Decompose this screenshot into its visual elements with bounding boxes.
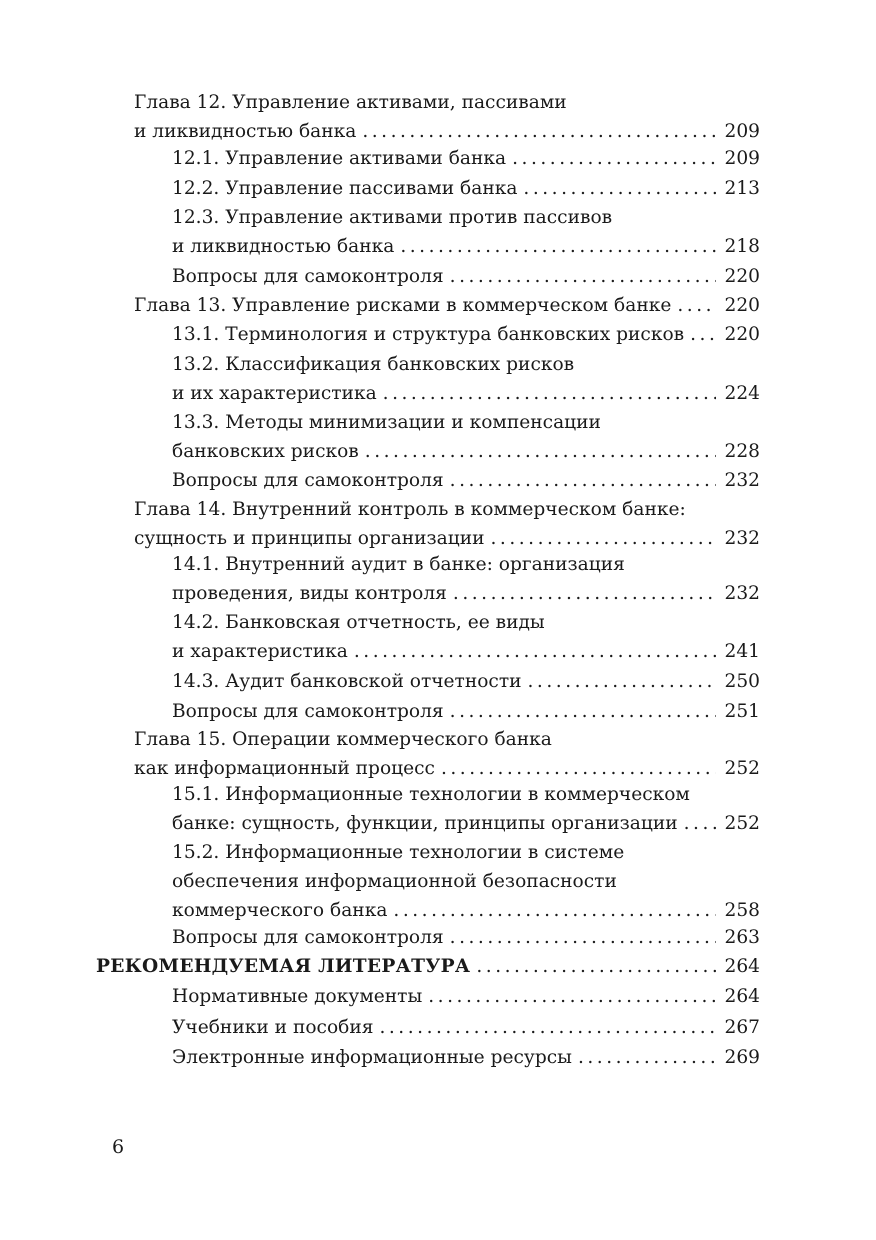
dot-leader	[690, 320, 716, 349]
toc-entry-text: 12.2. Управление пассивами банка	[172, 178, 518, 199]
toc-entry-text: проведения, виды контроля	[172, 583, 447, 604]
toc-entry-text: Вопросы для самоконтроля	[172, 266, 444, 287]
toc-page-number: 228	[724, 441, 760, 462]
dot-leader	[379, 1013, 716, 1042]
toc-page-number: 269	[724, 1047, 760, 1068]
toc-entry-section-14-3[interactable]	[172, 667, 760, 696]
toc-entry-text: сущность и принципы организации	[134, 528, 485, 549]
toc-entry-text: Глава 13. Управление рисками в коммерческом банке	[134, 295, 672, 316]
toc-entry-chapter-15[interactable]	[134, 725, 760, 783]
toc-page-number: 218	[724, 236, 760, 257]
toc-entry-text: и характеристика	[172, 641, 348, 662]
dot-leader	[476, 952, 716, 981]
toc-page-number: 213	[724, 178, 760, 199]
dot-leader	[400, 232, 716, 261]
toc-page-number: 209	[724, 121, 760, 142]
toc-entry-text: коммерческого банка	[172, 900, 388, 921]
dot-leader	[490, 524, 716, 553]
toc-entry-section-15-2[interactable]	[172, 838, 760, 925]
dot-leader	[528, 667, 716, 696]
dot-leader	[441, 754, 716, 783]
toc-entry-bibliography[interactable]	[96, 952, 760, 981]
toc-entry-text: как информационный процесс	[134, 758, 435, 779]
dot-leader	[677, 291, 716, 320]
toc-entry-text: 15.1. Информационные технологии в коммерческом	[172, 784, 690, 805]
toc-entry-text: 14.2. Банковская отчетность, ее виды	[172, 612, 545, 633]
toc-entry-section-14-2[interactable]	[172, 608, 760, 666]
toc-entry-text: 15.2. Информационные технологии в системе	[172, 842, 625, 863]
toc-entry-text: 13.3. Методы минимизации и компенсации	[172, 412, 601, 433]
toc-entry-text: и ликвидностью банка	[134, 121, 357, 142]
toc-page-number: 263	[724, 927, 760, 948]
toc-page-number: 220	[724, 266, 760, 287]
toc-entry-chapter-12[interactable]	[134, 88, 760, 146]
toc-entry-questions-15[interactable]	[172, 923, 760, 952]
toc-entry-text: 13.2. Классификация банковских рисков	[172, 354, 575, 375]
toc-entry-section-12-2[interactable]	[172, 174, 760, 203]
toc-page-number: 232	[724, 470, 760, 491]
dot-leader	[523, 174, 716, 203]
toc-page-number: 258	[724, 900, 760, 921]
page-number: 6	[112, 1136, 125, 1158]
toc-entry-section-13-3[interactable]	[172, 408, 760, 466]
dot-leader	[450, 466, 716, 495]
toc-page-number: 224	[724, 383, 760, 404]
toc-page-number: 232	[724, 528, 760, 549]
toc-entry-text: Глава 14. Внутренний контроль в коммерческом банке:	[134, 499, 686, 520]
toc-entry-chapter-13[interactable]	[134, 291, 760, 320]
dot-leader	[578, 1043, 716, 1072]
toc-entry-text: обеспечения информационной безопасности	[172, 871, 617, 892]
toc-entry-text: и их характеристика	[172, 383, 377, 404]
toc-entry-section-14-1[interactable]	[172, 550, 760, 608]
toc-page-number: 209	[724, 148, 760, 169]
dot-leader	[453, 579, 716, 608]
toc-page-number: 220	[724, 324, 760, 345]
toc-entry-text: Вопросы для самоконтроля	[172, 701, 444, 722]
dot-leader	[450, 262, 716, 291]
toc-entry-electronic-resources[interactable]	[172, 1043, 760, 1072]
toc-page-number: 267	[724, 1017, 760, 1038]
toc-entry-text: Глава 12. Управление активами, пассивами	[134, 92, 567, 113]
toc-entry-questions-13[interactable]	[172, 466, 760, 495]
toc-entry-text: 14.3. Аудит банковской отчетности	[172, 671, 522, 692]
toc-entry-section-13-2[interactable]	[172, 350, 760, 408]
toc-page-number: 250	[724, 671, 760, 692]
toc-page-number: 232	[724, 583, 760, 604]
dot-leader	[428, 982, 716, 1011]
toc-entry-text: 14.1. Внутренний аудит в банке: организация	[172, 554, 625, 575]
toc-entry-text: Глава 15. Операции коммерческого банка	[134, 729, 552, 750]
toc-entry-text: банковских рисков	[172, 441, 359, 462]
toc-entry-text: 13.1. Терминология и структура банковских рисков	[172, 324, 685, 345]
toc-entry-text: Электронные информационные ресурсы	[172, 1047, 572, 1068]
dot-leader	[354, 637, 716, 666]
dot-leader	[684, 809, 716, 838]
toc-entry-text: Вопросы для самоконтроля	[172, 927, 444, 948]
dot-leader	[512, 144, 716, 173]
toc-page-number: 241	[724, 641, 760, 662]
dot-leader	[393, 896, 716, 925]
toc-entry-text: 12.3. Управление активами против пассивов	[172, 207, 613, 228]
toc-entry-questions-14[interactable]	[172, 697, 760, 726]
dot-leader	[362, 117, 716, 146]
dot-leader	[450, 697, 716, 726]
dot-leader	[450, 923, 716, 952]
dot-leader	[365, 437, 716, 466]
dot-leader	[383, 379, 716, 408]
toc-entry-questions-12[interactable]	[172, 262, 760, 291]
toc-entry-text: Вопросы для самоконтроля	[172, 470, 444, 491]
toc-entry-textbooks[interactable]	[172, 1013, 760, 1042]
toc-entry-text: РЕКОМЕНДУЕМАЯ ЛИТЕРАТУРА	[96, 956, 471, 977]
toc-page-number: 264	[724, 986, 760, 1007]
toc-page-number: 252	[724, 758, 760, 779]
toc-page-number: 220	[724, 295, 760, 316]
toc-entry-text: Нормативные документы	[172, 986, 423, 1007]
toc-entry-text: и ликвидностью банка	[172, 236, 395, 257]
toc-entry-section-12-1[interactable]	[172, 144, 760, 173]
toc-page-number: 251	[724, 701, 760, 722]
toc-entry-text: Учебники и пособия	[172, 1017, 374, 1038]
toc-entry-section-15-1[interactable]	[172, 780, 760, 838]
toc-page-number: 264	[724, 956, 760, 977]
toc-entry-normative-documents[interactable]	[172, 982, 760, 1011]
toc-entry-chapter-14[interactable]	[134, 495, 760, 553]
toc-entry-section-13-1[interactable]	[172, 320, 760, 349]
toc-entry-text: 12.1. Управление активами банка	[172, 148, 507, 169]
toc-page-number: 252	[724, 813, 760, 834]
toc-entry-text: банке: сущность, функции, принципы организации	[172, 813, 678, 834]
toc-entry-section-12-3[interactable]	[172, 203, 760, 261]
